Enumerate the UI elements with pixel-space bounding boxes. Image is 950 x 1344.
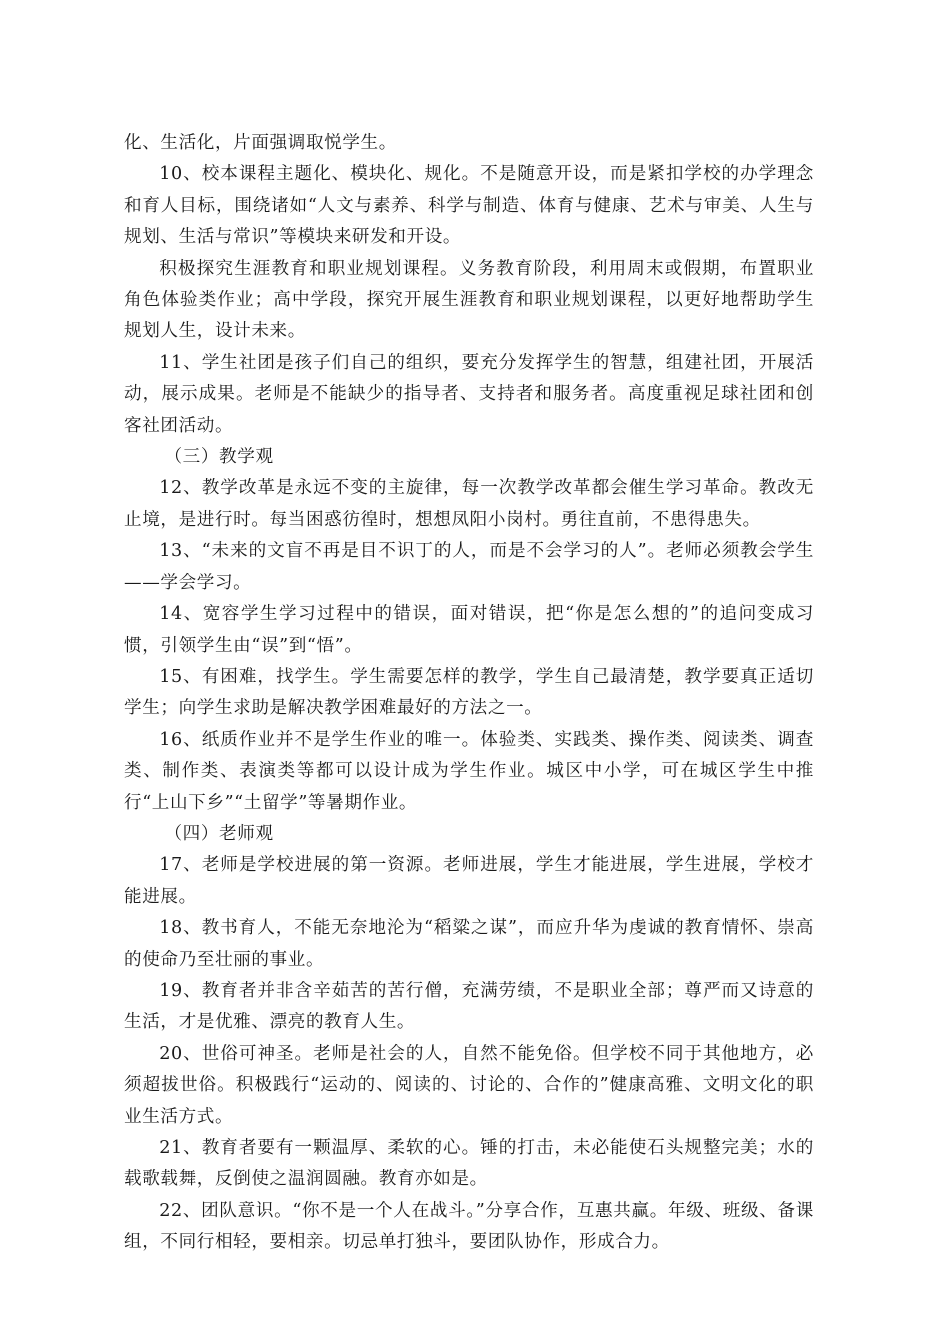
paragraph-item-20: 20、世俗可神圣。老师是社会的人，自然不能免俗。但学校不同于其他地方，必须超拔世俗。积极践行“运动的、阅读的、讨论的、合作的”健康高雅、文明文化的职业生活方式。	[124, 1043, 814, 1127]
document-body	[124, 128, 814, 1259]
paragraph-item-11: 11、学生社团是孩子们自己的组织，要充分发挥学生的智慧，组建社团，开展活动，展示成果。老师是不能缺少的指导者、支持者和服务者。高度重视足球社团和创客社团活动。	[124, 352, 814, 436]
paragraph-item-13: 13、“未来的文盲不再是目不识丁的人，而是不会学习的人”。老师必须教会学生——学会学习。	[124, 541, 814, 593]
paragraph-item-18: 18、教书育人，不能无奈地沦为“稻粱之谋”，而应升华为虔诚的教育情怀、崇高的使命乃至壮丽的事业。	[124, 918, 814, 970]
paragraph-item-15: 15、有困难，找学生。学生需要怎样的教学，学生自己最清楚，教学要真正适切学生；向学生求助是解决教学困难最好的方法之一。	[124, 666, 814, 719]
paragraph-item-10: 10、校本课程主题化、模块化、规化。不是随意开设，而是紧扣学校的办学理念和育人目标，围绕诸如“人文与素养、科学与制造、体育与健康、艺术与审美、人生与规划、生活与常识”等模块来研发和开设。	[124, 164, 814, 248]
paragraph-item-17: 17、老师是学校进展的第一资源。老师进展，学生才能进展，学生进展，学校才能进展。	[124, 855, 814, 907]
paragraph-item-22: 22、团队意识。“你不是一个人在战斗。”分享合作，互惠共赢。年级、班级、备课组，不同行相轻，要相亲。切忌单打独斗，要团队协作，形成合力。	[124, 1200, 814, 1253]
paragraph-item-14: 14、宽容学生学习过程中的错误，面对错误，把“你是怎么想的”的追问变成习惯，引领学生由“误”到“悟”。	[124, 604, 814, 656]
paragraph-item-12: 12、教学改革是永远不变的主旋律，每一次教学改革都会催生学习革命。教改无止境，是进行时。每当困惑彷徨时，想想凤阳小岗村。勇往直前，不患得患失。	[124, 478, 814, 530]
paragraph-item-21: 21、教育者要有一颗温厚、柔软的心。锤的打击，未必能使石头规整完美；水的载歌载舞，反倒使之温润圆融。教育亦如是。	[124, 1138, 814, 1190]
paragraph-item-16: 16、纸质作业并不是学生作业的唯一。体验类、实践类、操作类、阅读类、调查类、制作类、表演类等都可以设计成为学生作业。城区中小学，可在城区学生中推行“上山下乡”“土留学”等暑期作业。	[124, 729, 814, 813]
section-heading-teaching-view: （三）教学观	[164, 447, 274, 468]
paragraph-career-planning: 积极探究生涯教育和职业规划课程。义务教育阶段，利用周末或假期，布置职业角色体验类作业；高中学段，探究开展生涯教育和职业规划课程，以更好地帮助学生规划人生，设计未来。	[124, 258, 814, 342]
paragraph-continuation: 化、生活化，片面强调取悦学生。	[124, 133, 397, 153]
section-heading-teacher-view: （四）老师观	[164, 823, 274, 844]
paragraph-item-19: 19、教育者并非含辛茹苦的苦行僧，充满劳绩，不是职业全部；尊严而又诗意的生活，才是优雅、漂亮的教育人生。	[124, 980, 814, 1033]
